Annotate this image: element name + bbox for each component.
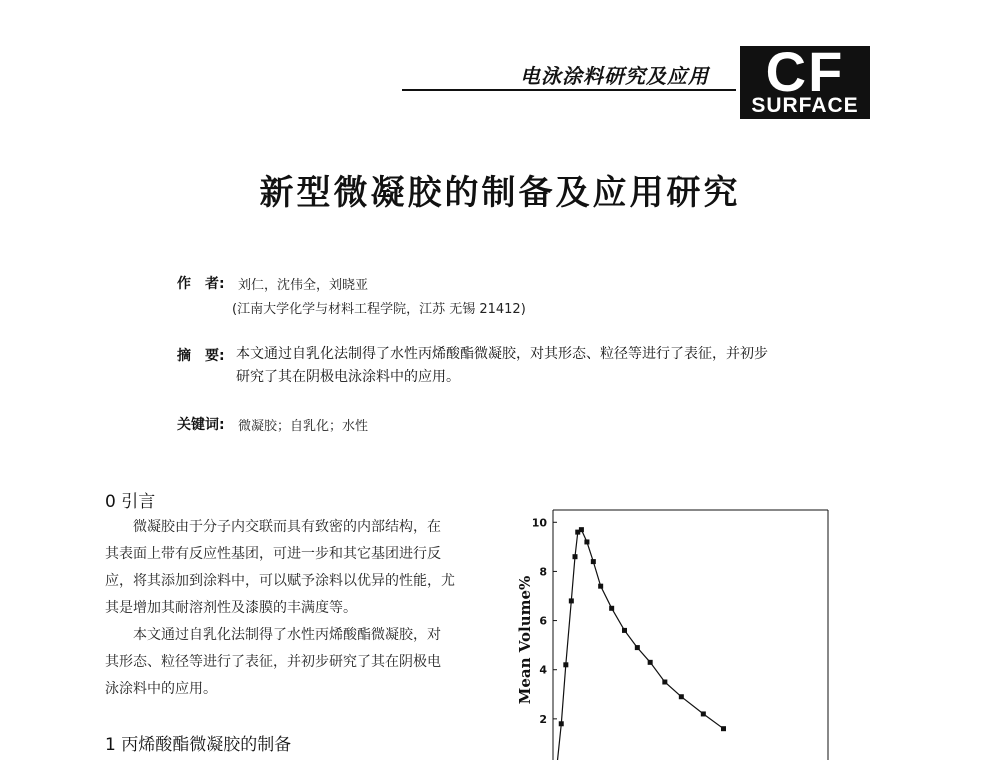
intro-paragraph-1 xyxy=(105,514,465,622)
data-point xyxy=(559,721,564,726)
cf-surface-logo xyxy=(740,40,870,119)
affiliation: (江南大学化学与材料工程学院，江苏 无锡 21412) xyxy=(232,302,526,317)
data-point xyxy=(622,628,627,633)
abstract-line-1: 本文通过自乳化法制得了水性丙烯酸酯微凝胶，对其形态、粒径等进行了表征，并初步 xyxy=(236,346,768,362)
abstract-line-2: 研究了其在阴极电泳涂料中的应用。 xyxy=(236,369,460,385)
data-point xyxy=(701,711,706,716)
section-1-heading: 1 丙烯酸酯微凝胶的制备 xyxy=(105,735,292,755)
intro-p1-line: 微凝胶由于分子内交联而具有致密的内部结构，在 xyxy=(133,519,441,535)
data-point xyxy=(609,606,614,611)
data-point xyxy=(584,539,589,544)
intro-p2-line: 其形态、粒径等进行了表征，并初步研究了其在阴极电 xyxy=(105,654,441,670)
y-tick-label: 10 xyxy=(531,516,547,530)
y-tick-label: 4 xyxy=(539,663,547,677)
section-0-heading: 0 引言 xyxy=(105,492,156,512)
data-point xyxy=(591,559,596,564)
data-point xyxy=(569,598,574,603)
intro-paragraph-2 xyxy=(105,622,465,703)
header-rule xyxy=(402,89,736,91)
data-point xyxy=(635,645,640,650)
intro-p2-line: 泳涂料中的应用。 xyxy=(105,681,217,697)
y-tick-label: 8 xyxy=(539,565,547,579)
y-tick-label: 2 xyxy=(539,712,547,726)
series-line xyxy=(557,530,724,760)
intro-p1-line: 其表面上带有反应性基团，可进一步和其它基团进行反 xyxy=(105,546,441,562)
authors-label: 作 者: xyxy=(177,276,225,292)
data-point xyxy=(563,662,568,667)
data-point xyxy=(662,680,667,685)
paper-title: 新型微凝胶的制备及应用研究 xyxy=(259,173,741,213)
logo-cf-text: CF xyxy=(765,40,845,103)
volume-distribution-chart xyxy=(508,500,838,760)
keywords-label: 关键词: xyxy=(177,417,225,433)
abstract-label: 摘 要: xyxy=(177,348,225,364)
data-point xyxy=(648,660,653,665)
data-point xyxy=(721,726,726,731)
data-point xyxy=(573,554,578,559)
authors: 刘仁，沈伟全，刘晓亚 xyxy=(238,278,369,293)
intro-p1-line: 其是增加其耐溶剂性及漆膜的丰满度等。 xyxy=(105,600,357,616)
data-point xyxy=(579,527,584,532)
y-tick-label: 6 xyxy=(539,614,547,628)
keywords: 微凝胶；自乳化；水性 xyxy=(238,419,369,434)
intro-p2-line: 本文通过自乳化法制得了水性丙烯酸酯微凝胶，对 xyxy=(133,627,441,643)
logo-surface-text: SURFACE xyxy=(751,94,859,117)
y-axis-label: Mean Volume% xyxy=(516,575,534,705)
column-title: 电泳涂料研究及应用 xyxy=(520,64,709,88)
intro-p1-line: 应，将其添加到涂料中，可以赋予涂料以优异的性能，尤 xyxy=(105,573,455,589)
data-point xyxy=(679,694,684,699)
data-point xyxy=(598,584,603,589)
